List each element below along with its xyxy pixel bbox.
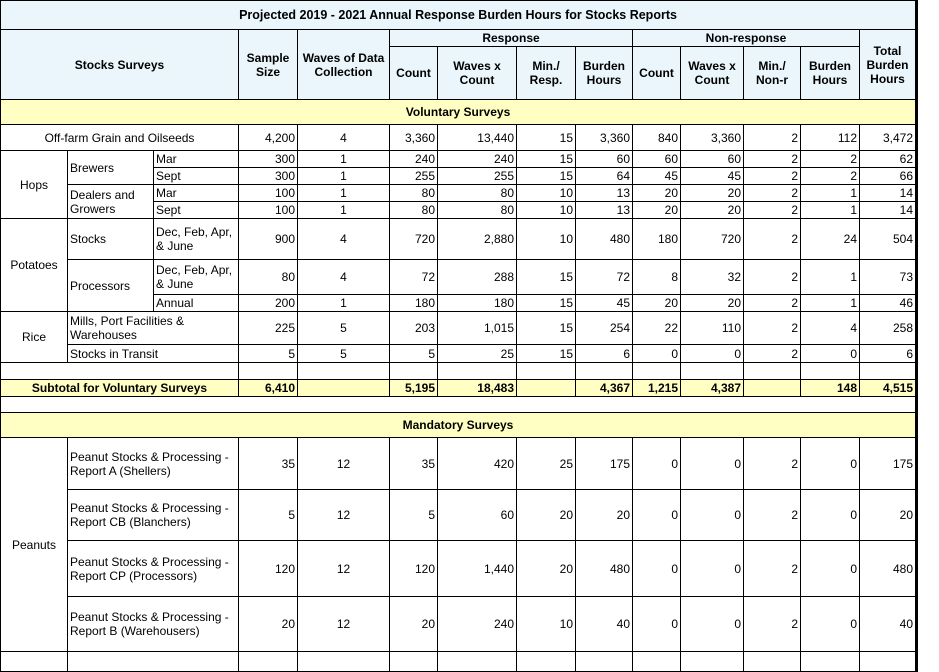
report-label: Peanut Stocks & Processing - Report B (Warehousers) <box>68 597 239 652</box>
nonr-count-cell: 20 <box>633 185 681 202</box>
nonr-count-cell: 0 <box>633 490 681 541</box>
spacer-row <box>1 363 917 380</box>
nonr-burden-cell: 1 <box>801 295 860 312</box>
sample-size-cell: 35 <box>239 438 298 490</box>
resp-count-cell: 72 <box>390 260 438 295</box>
min-nonr-cell: 2 <box>744 490 801 541</box>
header-stocks-surveys: Stocks Surveys <box>1 30 239 100</box>
min-nonr-cell: 2 <box>744 597 801 652</box>
nonr-burden-cell: 0 <box>801 597 860 652</box>
resp-count-cell: 80 <box>390 202 438 219</box>
min-nonr-cell: 2 <box>744 125 801 151</box>
nonr-burden-cell: 1 <box>801 185 860 202</box>
min-resp-cell: 15 <box>517 345 576 363</box>
resp-burden-cell: 64 <box>576 168 633 185</box>
waves-cell: 1 <box>298 168 390 185</box>
waves-cell: 1 <box>298 295 390 312</box>
resp-burden-cell: 3,360 <box>576 125 633 151</box>
resp-count-cell: 180 <box>390 295 438 312</box>
min-nonr-cell: 2 <box>744 312 801 345</box>
nonr-waves-count-cell: 32 <box>681 260 744 295</box>
min-resp-cell: 15 <box>517 151 576 168</box>
resp-waves-count-cell: 25 <box>438 345 517 363</box>
group-label-potatoes: Potatoes <box>1 219 68 312</box>
nonr-count-cell: 180 <box>633 219 681 260</box>
nonr-burden-cell: 1 <box>801 260 860 295</box>
min-resp-cell: 15 <box>517 260 576 295</box>
resp-waves-count-cell: 80 <box>438 185 517 202</box>
sample-size-cell: 300 <box>239 151 298 168</box>
table-row <box>1 345 917 363</box>
total-burden-cell: 62 <box>860 151 917 168</box>
nonr-burden-cell: 148 <box>801 380 860 397</box>
header-nonr-count: Count <box>633 47 681 100</box>
nonr-count-cell: 60 <box>633 151 681 168</box>
period-cell: Mar <box>154 185 239 202</box>
nonr-count-cell: 840 <box>633 125 681 151</box>
total-burden-cell: 480 <box>860 541 917 597</box>
subgroup-label: Mills, Port Facilities & Warehouses <box>68 312 239 345</box>
min-resp-cell: 15 <box>517 125 576 151</box>
table-row <box>1 438 917 490</box>
resp-count-cell: 80 <box>390 185 438 202</box>
waves-cell <box>298 380 390 397</box>
waves-cell: 12 <box>298 541 390 597</box>
nonr-burden-cell: 112 <box>801 125 860 151</box>
nonr-count-cell: 22 <box>633 312 681 345</box>
total-burden-cell: 4,515 <box>860 380 917 397</box>
sample-size-cell: 225 <box>239 312 298 345</box>
resp-burden-cell: 480 <box>576 219 633 260</box>
nonr-count-cell: 0 <box>633 597 681 652</box>
sample-size-cell: 5 <box>239 490 298 541</box>
total-burden-cell: 175 <box>860 438 917 490</box>
sample-size-cell: 300 <box>239 168 298 185</box>
resp-waves-count-cell: 1,015 <box>438 312 517 345</box>
header-nonr-waves-count: Waves x Count <box>681 47 744 100</box>
waves-cell: 4 <box>298 125 390 151</box>
resp-count-cell: 203 <box>390 312 438 345</box>
resp-waves-count-cell: 80 <box>438 202 517 219</box>
header-resp-waves-count: Waves x Count <box>438 47 517 100</box>
nonr-burden-cell: 0 <box>801 541 860 597</box>
min-nonr-cell: 2 <box>744 260 801 295</box>
total-burden-cell: 40 <box>860 597 917 652</box>
table-row <box>1 490 917 541</box>
spacer-row <box>1 397 917 413</box>
waves-cell: 12 <box>298 597 390 652</box>
nonr-waves-count-cell: 0 <box>681 345 744 363</box>
min-resp-cell: 10 <box>517 202 576 219</box>
nonr-burden-cell: 24 <box>801 219 860 260</box>
resp-burden-cell: 6 <box>576 345 633 363</box>
header-sample-size: Sample Size <box>239 30 298 100</box>
resp-waves-count-cell: 255 <box>438 168 517 185</box>
resp-count-cell: 240 <box>390 151 438 168</box>
resp-count-cell: 3,360 <box>390 125 438 151</box>
min-resp-cell: 20 <box>517 490 576 541</box>
min-resp-cell: 10 <box>517 185 576 202</box>
nonr-waves-count-cell: 0 <box>681 597 744 652</box>
header-min-nonr: Min./ Non-r <box>744 47 801 100</box>
sample-size-cell: 20 <box>239 597 298 652</box>
resp-waves-count-cell: 18,483 <box>438 380 517 397</box>
resp-count-cell: 20 <box>390 597 438 652</box>
table-row <box>1 151 917 168</box>
sample-size-cell: 100 <box>239 202 298 219</box>
min-resp-cell: 15 <box>517 312 576 345</box>
waves-cell: 4 <box>298 260 390 295</box>
resp-count-cell: 5,195 <box>390 380 438 397</box>
min-resp-cell: 15 <box>517 295 576 312</box>
group-label-rice: Rice <box>1 312 68 363</box>
waves-cell: 1 <box>298 202 390 219</box>
nonr-waves-count-cell: 60 <box>681 151 744 168</box>
resp-count-cell: 5 <box>390 490 438 541</box>
nonr-burden-cell: 0 <box>801 438 860 490</box>
header-resp-count: Count <box>390 47 438 100</box>
nonr-waves-count-cell: 3,360 <box>681 125 744 151</box>
waves-cell: 4 <box>298 219 390 260</box>
min-nonr-cell: 2 <box>744 345 801 363</box>
resp-waves-count-cell: 180 <box>438 295 517 312</box>
resp-burden-cell: 72 <box>576 260 633 295</box>
min-resp-cell: 10 <box>517 219 576 260</box>
total-burden-cell: 20 <box>860 490 917 541</box>
table-row <box>1 185 917 202</box>
mandatory-section-label: Mandatory Surveys <box>1 413 917 438</box>
total-burden-cell: 3,472 <box>860 125 917 151</box>
sample-size-cell: 5 <box>239 345 298 363</box>
resp-count-cell: 5 <box>390 345 438 363</box>
header-waves: Waves of Data Collection <box>298 30 390 100</box>
resp-waves-count-cell: 2,880 <box>438 219 517 260</box>
nonr-count-cell: 0 <box>633 345 681 363</box>
waves-cell: 12 <box>298 438 390 490</box>
table-row <box>1 260 917 295</box>
table-row <box>1 597 917 652</box>
period-cell: Sept <box>154 202 239 219</box>
min-nonr-cell: 2 <box>744 185 801 202</box>
nonr-waves-count-cell: 0 <box>681 438 744 490</box>
nonr-burden-cell: 0 <box>801 345 860 363</box>
subtotal-label: Subtotal for Voluntary Surveys <box>1 380 239 397</box>
resp-waves-count-cell: 1,440 <box>438 541 517 597</box>
min-nonr-cell: 2 <box>744 219 801 260</box>
resp-burden-cell: 175 <box>576 438 633 490</box>
nonr-waves-count-cell: 110 <box>681 312 744 345</box>
min-nonr-cell: 2 <box>744 168 801 185</box>
report-label: Peanut Stocks & Processing - Report CB (Blanchers) <box>68 490 239 541</box>
min-nonr-cell: 2 <box>744 202 801 219</box>
resp-waves-count-cell: 288 <box>438 260 517 295</box>
min-resp-cell: 25 <box>517 438 576 490</box>
header-response: Response <box>390 30 633 47</box>
nonr-count-cell: 20 <box>633 202 681 219</box>
nonr-count-cell: 0 <box>633 438 681 490</box>
total-burden-cell: 14 <box>860 185 917 202</box>
header-nonr-burden: Burden Hours <box>801 47 860 100</box>
resp-waves-count-cell: 240 <box>438 151 517 168</box>
table-row <box>1 125 917 151</box>
subgroup-label: Brewers <box>68 151 154 185</box>
sample-size-cell: 4,200 <box>239 125 298 151</box>
total-burden-cell: 6 <box>860 345 917 363</box>
nonr-waves-count-cell: 20 <box>681 295 744 312</box>
min-resp-cell <box>517 380 576 397</box>
waves-cell: 5 <box>298 345 390 363</box>
resp-burden-cell: 60 <box>576 151 633 168</box>
subgroup-label: Processors <box>68 260 154 312</box>
table-title: Projected 2019 - 2021 Annual Response Burden Hours for Stocks Reports <box>1 1 917 30</box>
total-burden-cell: 66 <box>860 168 917 185</box>
total-burden-cell: 258 <box>860 312 917 345</box>
resp-burden-cell: 45 <box>576 295 633 312</box>
header-total-burden: Total Burden Hours <box>860 30 917 100</box>
total-burden-cell: 46 <box>860 295 917 312</box>
sample-size-cell: 200 <box>239 295 298 312</box>
min-nonr-cell: 2 <box>744 151 801 168</box>
min-nonr-cell: 2 <box>744 295 801 312</box>
period-cell: Sept <box>154 168 239 185</box>
waves-cell: 1 <box>298 185 390 202</box>
table-row <box>1 219 917 260</box>
resp-count-cell: 120 <box>390 541 438 597</box>
header-nonresponse: Non-response <box>633 30 860 47</box>
nonr-burden-cell: 1 <box>801 202 860 219</box>
group-label-hops: Hops <box>1 151 68 219</box>
resp-burden-cell: 13 <box>576 185 633 202</box>
min-resp-cell: 15 <box>517 168 576 185</box>
sample-size-cell: 900 <box>239 219 298 260</box>
table-row <box>1 541 917 597</box>
min-nonr-cell: 2 <box>744 541 801 597</box>
subgroup-label: Stocks <box>68 219 154 260</box>
period-cell: Dec, Feb, Apr, & June <box>154 219 239 260</box>
table-row <box>1 312 917 345</box>
resp-count-cell: 720 <box>390 219 438 260</box>
row-label: Off-farm Grain and Oilseeds <box>1 125 239 151</box>
total-burden-cell: 73 <box>860 260 917 295</box>
resp-count-cell: 35 <box>390 438 438 490</box>
sample-size-cell: 6,410 <box>239 380 298 397</box>
total-burden-cell: 504 <box>860 219 917 260</box>
header-min-resp: Min./ Resp. <box>517 47 576 100</box>
resp-burden-cell: 40 <box>576 597 633 652</box>
nonr-burden-cell: 4 <box>801 312 860 345</box>
nonr-waves-count-cell: 4,387 <box>681 380 744 397</box>
sample-size-cell: 80 <box>239 260 298 295</box>
nonr-waves-count-cell: 45 <box>681 168 744 185</box>
report-label: Peanut Stocks & Processing - Report CP (Processors) <box>68 541 239 597</box>
resp-burden-cell: 254 <box>576 312 633 345</box>
period-cell: Annual <box>154 295 239 312</box>
waves-cell: 12 <box>298 490 390 541</box>
period-cell: Dec, Feb, Apr, & June <box>154 260 239 295</box>
subgroup-label: Dealers and Growers <box>68 185 154 219</box>
resp-waves-count-cell: 13,440 <box>438 125 517 151</box>
nonr-count-cell: 0 <box>633 541 681 597</box>
period-cell: Mar <box>154 151 239 168</box>
resp-burden-cell: 480 <box>576 541 633 597</box>
min-nonr-cell: 2 <box>744 438 801 490</box>
nonr-waves-count-cell: 0 <box>681 541 744 597</box>
resp-waves-count-cell: 60 <box>438 490 517 541</box>
resp-waves-count-cell: 240 <box>438 597 517 652</box>
resp-count-cell: 255 <box>390 168 438 185</box>
min-resp-cell: 20 <box>517 541 576 597</box>
voluntary-section-label: Voluntary Surveys <box>1 100 917 125</box>
nonr-burden-cell: 2 <box>801 168 860 185</box>
nonr-waves-count-cell: 720 <box>681 219 744 260</box>
min-nonr-cell <box>744 380 801 397</box>
subtotal-row <box>1 380 917 397</box>
waves-cell: 5 <box>298 312 390 345</box>
total-burden-cell: 14 <box>860 202 917 219</box>
waves-cell: 1 <box>298 151 390 168</box>
nonr-count-cell: 45 <box>633 168 681 185</box>
group-label-peanuts: Peanuts <box>1 438 68 652</box>
nonr-waves-count-cell: 20 <box>681 202 744 219</box>
header-resp-burden: Burden Hours <box>576 47 633 100</box>
nonr-count-cell: 1,215 <box>633 380 681 397</box>
resp-burden-cell: 4,367 <box>576 380 633 397</box>
spacer-row <box>1 652 917 672</box>
resp-burden-cell: 20 <box>576 490 633 541</box>
nonr-waves-count-cell: 20 <box>681 185 744 202</box>
sample-size-cell: 120 <box>239 541 298 597</box>
resp-burden-cell: 13 <box>576 202 633 219</box>
resp-waves-count-cell: 420 <box>438 438 517 490</box>
nonr-burden-cell: 2 <box>801 151 860 168</box>
nonr-count-cell: 8 <box>633 260 681 295</box>
nonr-count-cell: 20 <box>633 295 681 312</box>
min-resp-cell: 10 <box>517 597 576 652</box>
nonr-waves-count-cell: 0 <box>681 490 744 541</box>
sample-size-cell: 100 <box>239 185 298 202</box>
nonr-burden-cell: 0 <box>801 490 860 541</box>
subgroup-label: Stocks in Transit <box>68 345 239 363</box>
report-label: Peanut Stocks & Processing - Report A (Shellers) <box>68 438 239 490</box>
